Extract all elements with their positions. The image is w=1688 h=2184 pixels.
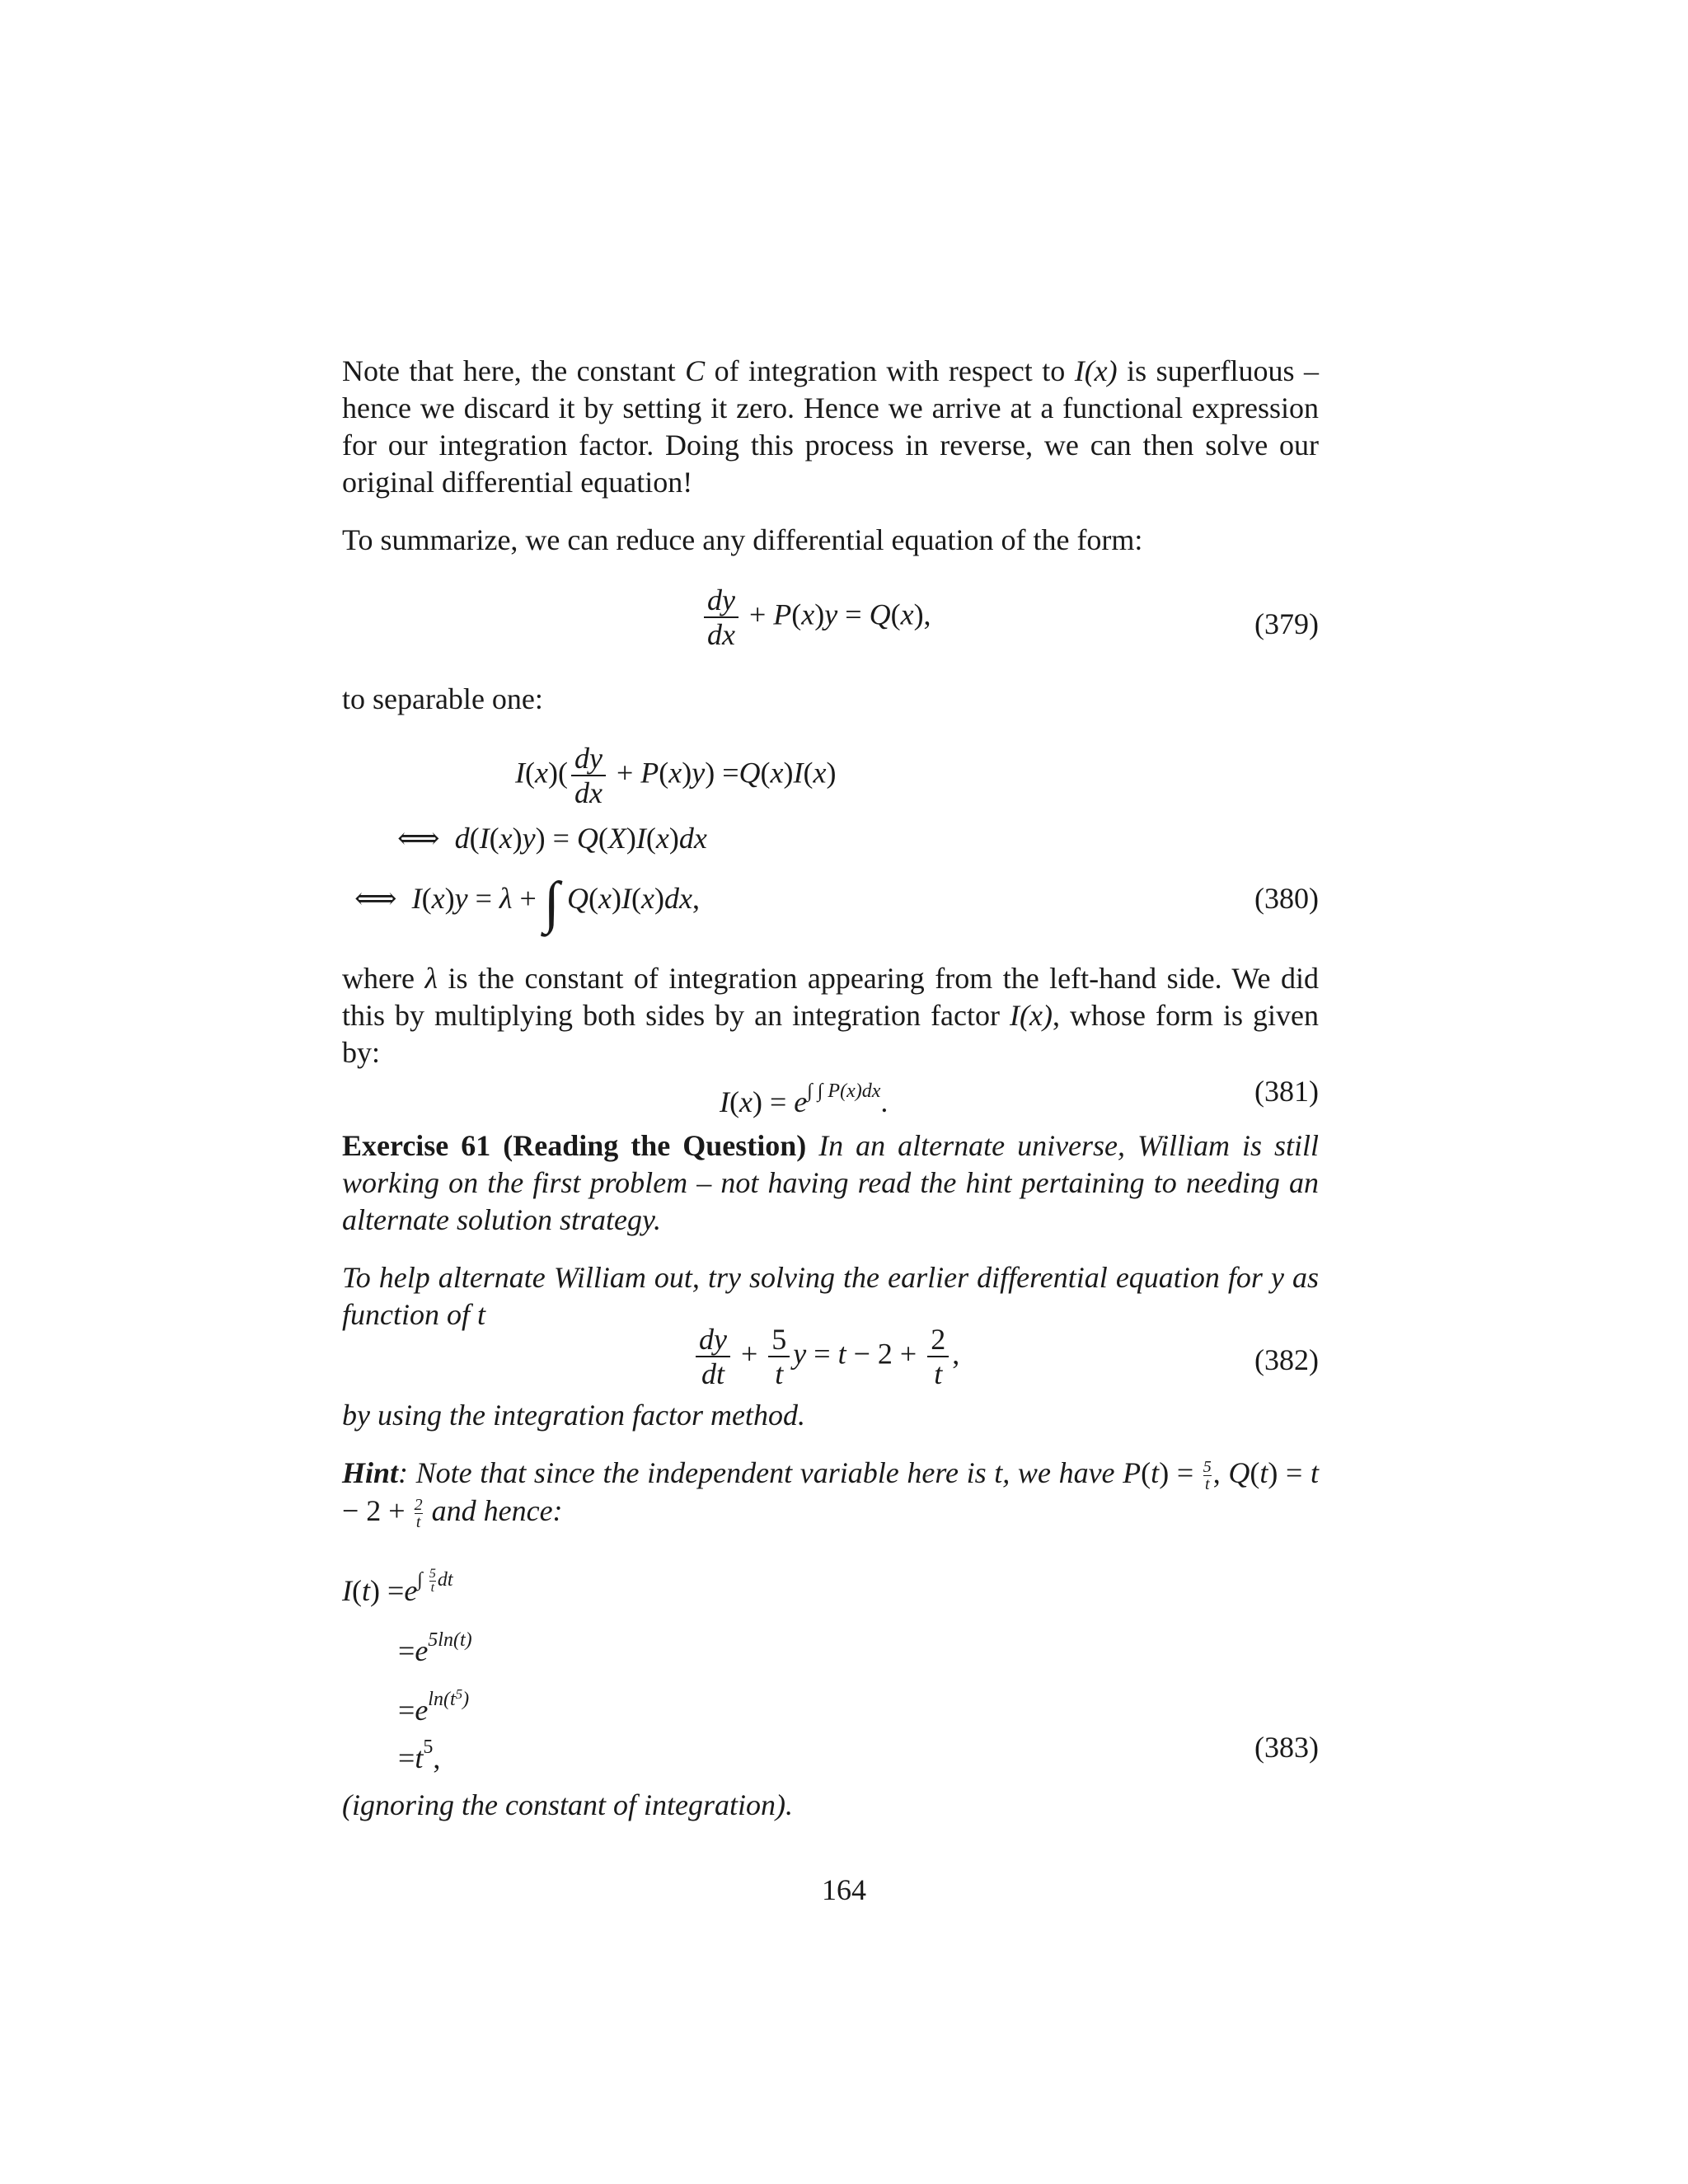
equation-number-380: (380) [1254,882,1319,915]
paragraph-ignoring-constant: (ignoring the constant of integration). [342,1788,793,1821]
equation-381: $I(x) = e^{\int \int P(x)dx}$. [720,1080,889,1118]
equation-382: $\frac{dy}{dt}$ + $\frac{5}{t}$ y = t − 2 + $\frac{2}{t}$ , [692,1323,959,1390]
hint-label: Hint [342,1456,399,1489]
paragraph-lambda: where λ is the constant of integration appearing from the left-hand side. We did this by multiplying both sides by an integration factor I(x), whose form is given by: [342,962,1319,1069]
page-number: 164 [822,1873,866,1906]
equation-number-382: (382) [1254,1343,1319,1376]
exercise-title: Exercise 61 (Reading the Question) [342,1129,807,1162]
equation-383-line-2: $=e^{5ln(t)}$ [398,1629,472,1667]
paragraph-method: by using the integration factor method. [342,1399,805,1432]
equation-380-line-3: ⟺ I(x)y = λ + ∫ Q(x)I(x)dx, [354,871,700,935]
equation-379: $\frac{dy}{dx}$ + P(x)y = Q(x), [701,583,931,651]
equation-380-line-2: ⟺ d(I(x)y) = Q(X)I(x)dx [397,822,707,855]
exercise-61: Exercise 61 (Reading the Question) In an alternate universe, William is still working on the first problem – not having read the hint pertaining to needing an alternate solution strategy. [342,1129,1319,1236]
paragraph-separable: to separable one: [342,682,543,715]
paragraph-help-william: To help alternate William out, try solving the earlier differential equation for y as function of t [342,1261,1320,1331]
equation-383-line-1: $I(t) =e^{\int \frac{5}{t} dt}$ [342,1566,453,1607]
equation-380-line-1: I(x)( $\frac{dy}{dx}$ + P(x)y) =Q(x)I(x) [515,742,837,809]
equation-383-line-3: $=e^{ln(t^5)}$ [398,1686,470,1727]
equation-number-379: (379) [1254,607,1319,640]
paragraph-intro: Note that here, the constant C of integration with respect to I(x) is superfluous – hence we discard it by setting it zero. Hence we arrive at a functional expression for our integration factor. Doing this process in reverse, we can then solve our original differential equation! [342,354,1319,499]
equation-number-383: (383) [1254,1731,1319,1764]
equation-383-line-4: $=t^5$, [398,1736,441,1774]
paragraph-hint: Hint: Note that since the independent variable here is t, we have P(t) = $\frac{5}{t}$ , Q(t) = t − 2 + $\frac{2}{t}$ and hence: [342,1456,1320,1532]
paragraph-summary: To summarize, we can reduce any differential equation of the form: [342,523,1143,556]
equation-number-381: (381) [1254,1075,1319,1108]
